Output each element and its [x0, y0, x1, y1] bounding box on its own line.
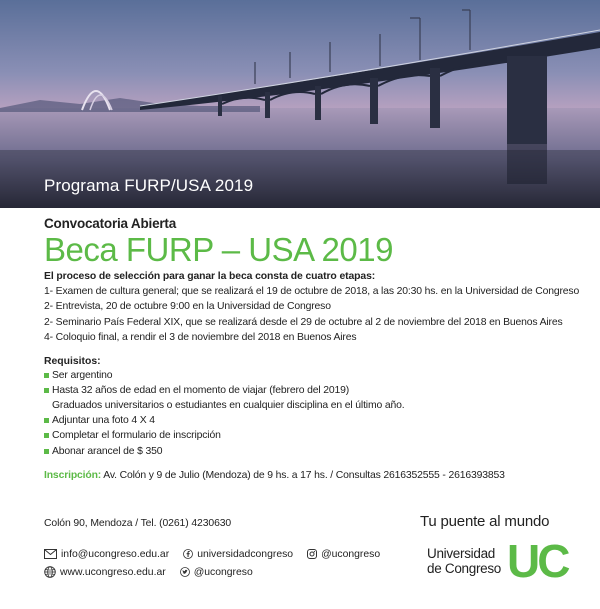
facebook-icon	[183, 549, 193, 559]
logo-line-1: Universidad	[427, 546, 495, 561]
logo-line-2: de Congreso	[427, 561, 502, 576]
twitter-link[interactable]: @ucongreso	[180, 567, 253, 578]
requirement-item: Adjuntar una foto 4 X 4	[44, 413, 584, 428]
inscription-info	[44, 470, 584, 481]
inscription-label: Inscripción:	[44, 469, 102, 481]
process-step: 1- Examen de cultura general; que se realizará el 19 de octubre de 2018, a las 20:30 hs. en la Universidad de Congreso	[44, 286, 580, 297]
facebook-link[interactable]: universidadcongreso	[183, 549, 293, 560]
instagram-icon	[307, 549, 317, 559]
bullet-icon	[44, 449, 49, 454]
requirements-heading: Requisitos:	[44, 355, 101, 367]
hero-image	[0, 0, 600, 208]
process-steps-list	[44, 284, 584, 346]
process-step: 2- Entrevista, 20 de octubre 9:00 en la Universidad de Congreso	[44, 301, 331, 313]
logo-mark: UC	[507, 535, 568, 587]
requirements-list	[44, 368, 584, 459]
bullet-icon	[44, 373, 49, 378]
slogan: Tu puente al mundo	[420, 513, 550, 530]
globe-icon	[44, 566, 56, 578]
mail-icon	[44, 549, 57, 559]
website-link[interactable]: www.ucongreso.edu.ar	[44, 566, 166, 578]
requirement-item: Completar el formulario de inscripción	[44, 428, 584, 443]
requirement-continuation: Graduados universitarios o estudiantes en cualquier disciplina en el último año.	[52, 400, 405, 412]
main-content	[44, 216, 584, 481]
address: Colón 90, Mendoza / Tel. (0261) 4230630	[44, 518, 232, 529]
bullet-icon	[44, 433, 49, 438]
requirement-item: Abonar arancel de $ 350	[44, 444, 584, 459]
page-title: Beca FURP – USA 2019	[44, 231, 393, 268]
inscription-text: Av. Colón y 9 de Julio (Mendoza) de 9 hs. a 17 hs. / Consultas 2616352555 - 2616393853	[103, 469, 505, 481]
requirement-item: Ser argentino	[44, 368, 584, 383]
twitter-icon	[180, 567, 190, 577]
contact-info	[44, 545, 394, 581]
email-link[interactable]: info@ucongreso.edu.ar	[44, 549, 169, 560]
process-step: 4- Coloquio final, a rendir el 3 de noviembre del 2018 en Buenos Aires	[44, 332, 357, 344]
subtitle: Convocatoria Abierta	[44, 216, 177, 231]
requirement-item: Hasta 32 años de edad en el momento de viajar (febrero del 2019) Graduados universitarios o estudiantes en cualquier disciplina en el último año.	[44, 383, 584, 413]
process-step: 2- Seminario País Federal XIX, que se realizará desde el 29 de octubre al 2 de noviembre del 2018 en Buenos Aires	[44, 316, 563, 328]
process-heading: El proceso de selección para ganar la beca consta de cuatro etapas:	[44, 271, 376, 282]
bullet-icon	[44, 388, 49, 393]
instagram-link[interactable]: @ucongreso	[307, 549, 380, 560]
university-logo	[427, 535, 568, 587]
program-title: Programa FURP/USA 2019	[44, 176, 254, 195]
bullet-icon	[44, 418, 49, 423]
